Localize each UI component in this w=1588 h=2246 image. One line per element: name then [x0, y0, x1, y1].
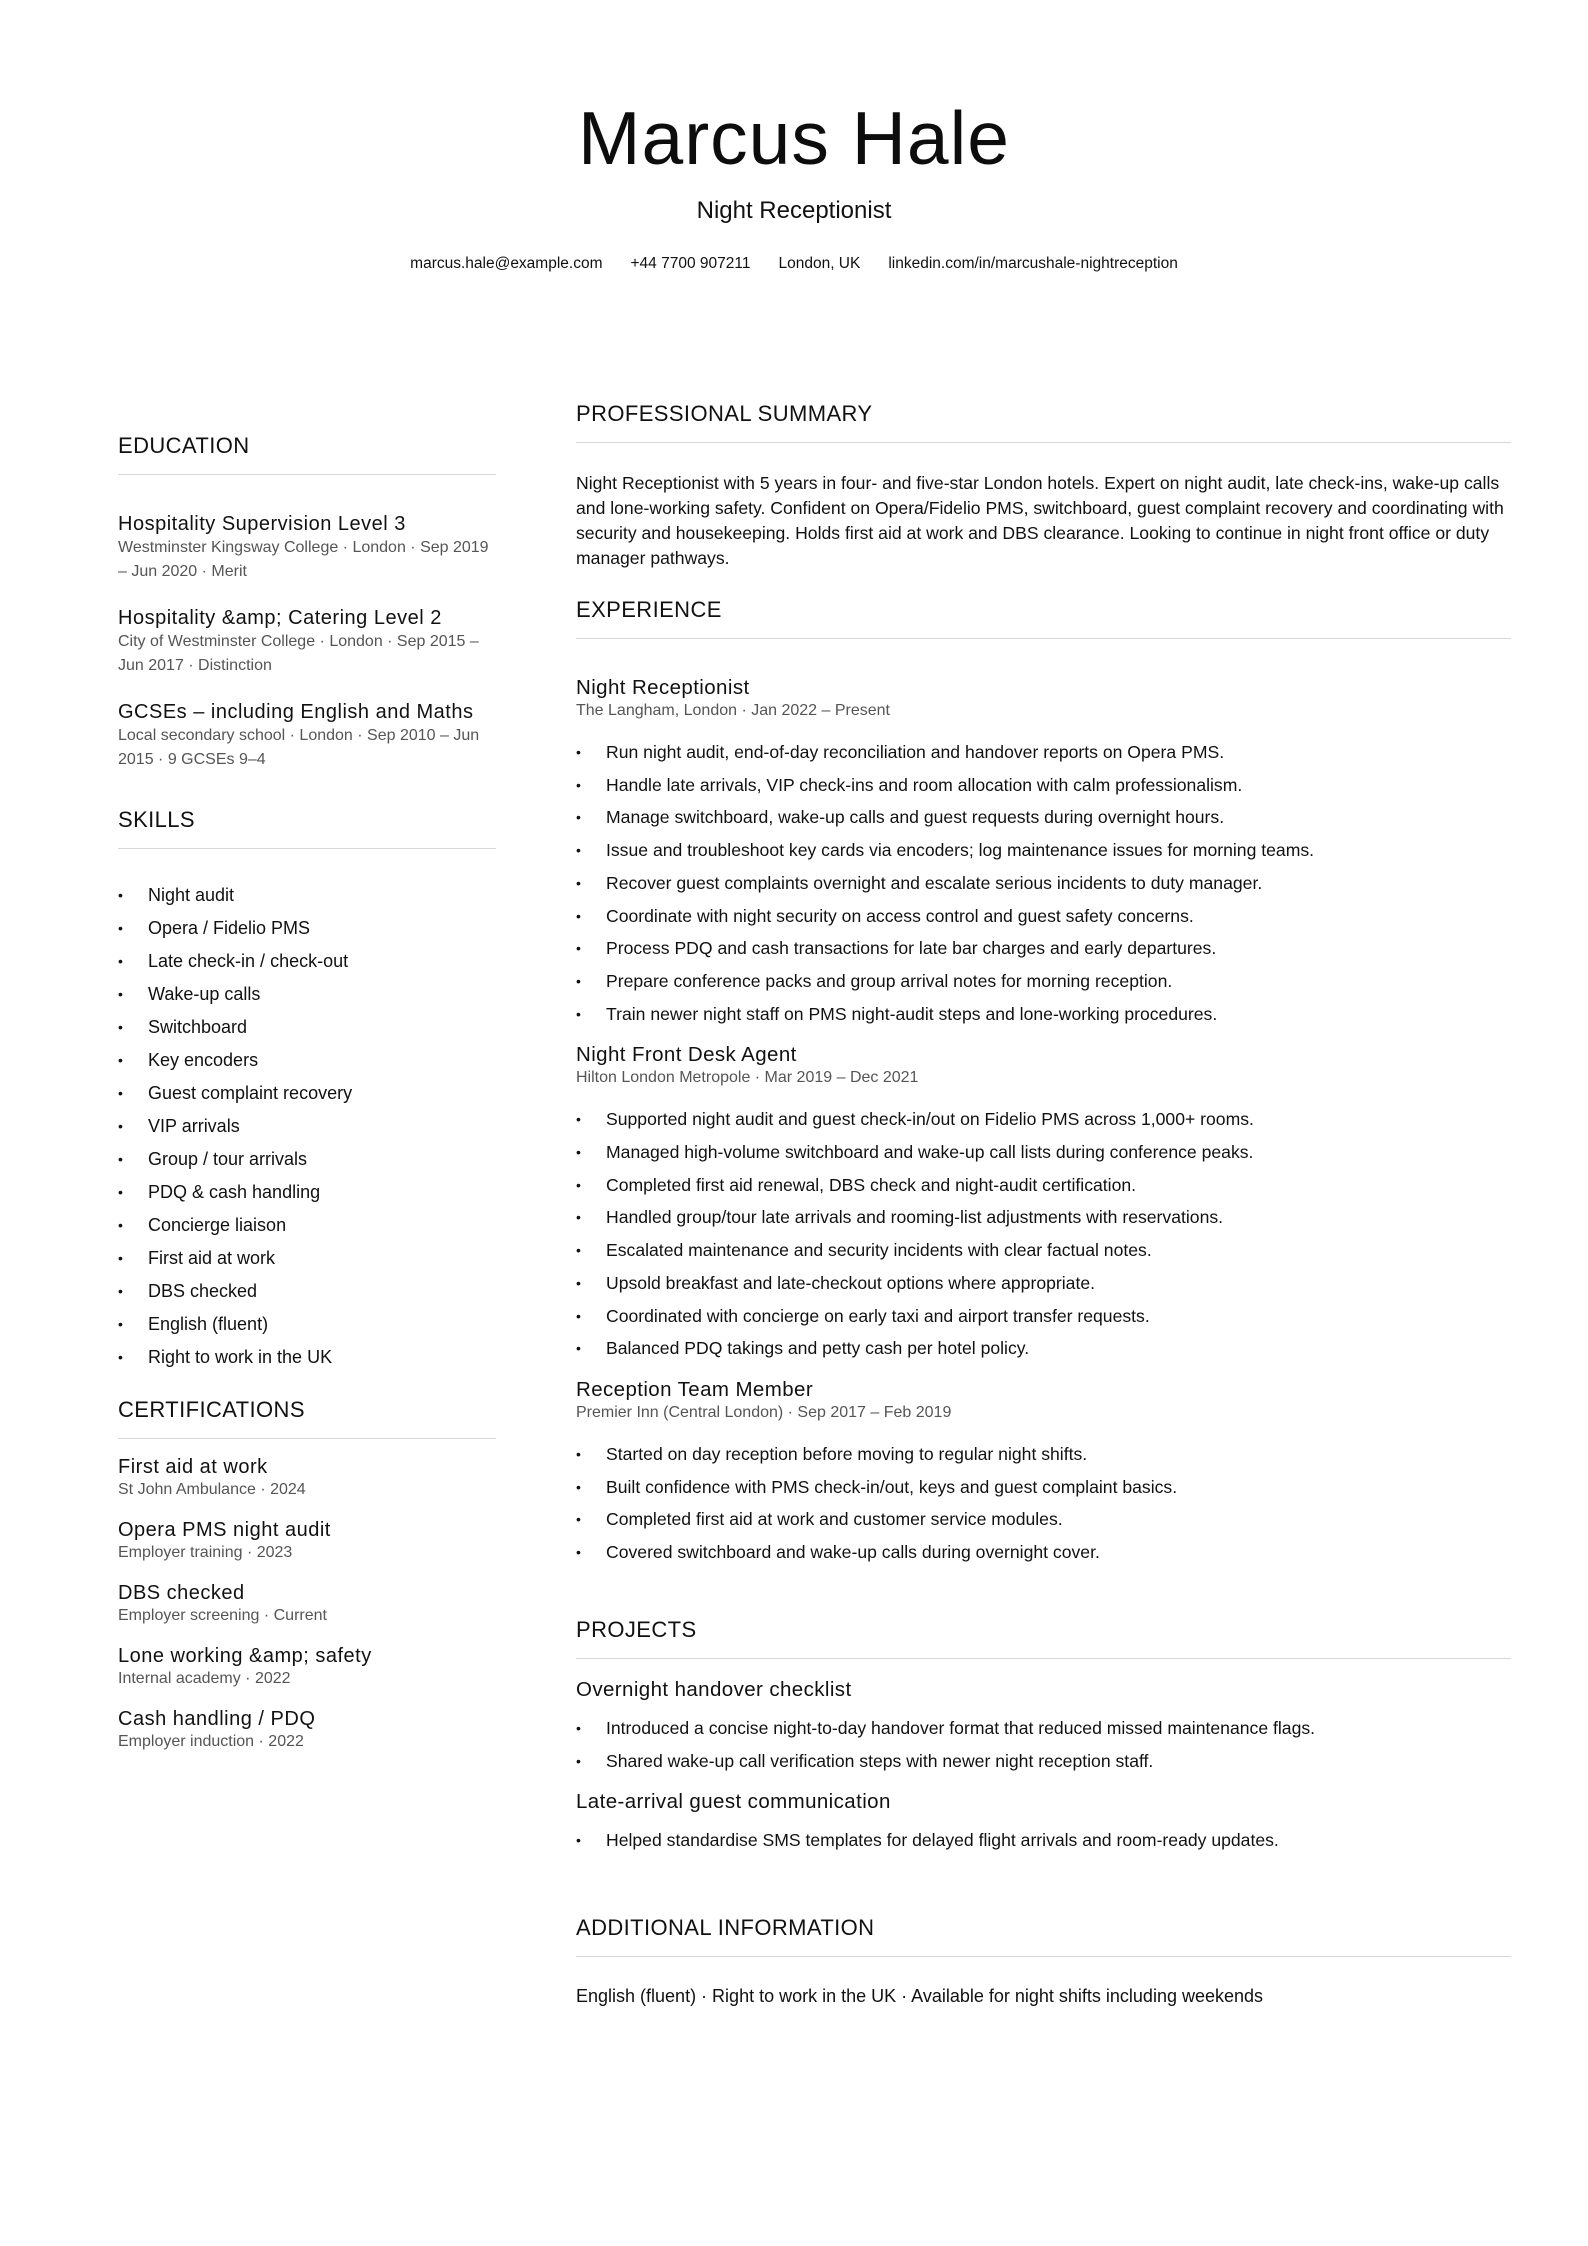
job-bullet: • Started on day reception before moving to regular night shifts.: [576, 1438, 1511, 1471]
additional-text: English (fluent) · Right to work in the UK · Available for night shifts including weekends: [576, 1986, 1264, 2006]
certification-details: Internal academy · 2022: [118, 1670, 291, 1687]
skill-item: • English (fluent): [118, 1308, 496, 1341]
job-bullet: • Issue and troubleshoot key cards via encoders; log maintenance issues for morning teams.: [576, 834, 1511, 867]
certification-item: [118, 1518, 496, 1564]
job-bullet: • Coordinate with night security on access control and guest safety concerns.: [576, 900, 1511, 933]
skill-item: • Opera / Fidelio PMS: [118, 912, 496, 945]
education-item-details: City of Westminster College · London · Sep 2015 – Jun 2017 · Distinction: [118, 633, 479, 674]
certifications-heading: CERTIFICATIONS: [118, 1396, 496, 1439]
education-item: [118, 700, 496, 772]
experience-section: [576, 596, 1511, 1569]
certification-item: [118, 1707, 496, 1753]
job-bullet: • Handle late arrivals, VIP check-ins and room allocation with calm professionalism.: [576, 769, 1511, 802]
project-title: Overnight handover checklist: [576, 1678, 852, 1701]
job-bullet: • Completed first aid at work and customer service modules.: [576, 1503, 1511, 1536]
education-heading: EDUCATION: [118, 432, 496, 475]
certification-title: First aid at work: [118, 1456, 268, 1478]
skill-item: • PDQ & cash handling: [118, 1176, 496, 1209]
project-entry: [576, 1789, 1511, 1857]
certifications-section: [118, 1396, 496, 1753]
certification-title: Cash handling / PDQ: [118, 1708, 316, 1730]
education-item: [118, 606, 496, 678]
job-bullet: • Escalated maintenance and security incidents with clear factual notes.: [576, 1234, 1511, 1267]
project-bullet: • Introduced a concise night-to-day handover format that reduced missed maintenance flags.: [576, 1712, 1511, 1745]
certification-details: Employer induction · 2022: [118, 1733, 304, 1750]
job-bullet: • Recover guest complaints overnight and escalate serious incidents to duty manager.: [576, 867, 1511, 900]
summary-section: [576, 400, 1511, 571]
candidate-name: Marcus Hale: [578, 96, 1010, 180]
job-details: Hilton London Metropole · Mar 2019 – Dec 2021: [576, 1069, 919, 1087]
job-title: Reception Team Member: [576, 1377, 814, 1401]
skill-item: • Wake-up calls: [118, 978, 496, 1011]
project-title: Late-arrival guest communication: [576, 1790, 891, 1814]
skill-item: • Key encoders: [118, 1044, 496, 1077]
certification-details: Employer training · 2023: [118, 1544, 293, 1561]
job-bullet: • Handled group/tour late arrivals and rooming-list adjustments with reservations.: [576, 1201, 1511, 1234]
experience-heading: EXPERIENCE: [576, 596, 1511, 639]
education-item-details: Local secondary school · London · Sep 2010 – Jun 2015 · 9 GCSEs 9–4: [118, 727, 480, 768]
skill-item: • First aid at work: [118, 1242, 496, 1275]
job-bullets: [576, 1438, 1511, 1569]
additional-heading: ADDITIONAL INFORMATION: [576, 1914, 1511, 1957]
skill-item: • Group / tour arrivals: [118, 1143, 496, 1176]
education-item-title: GCSEs – including English and Maths: [118, 701, 474, 723]
projects-section: [576, 1616, 1511, 1857]
certification-details: St John Ambulance · 2024: [118, 1481, 306, 1498]
skill-item: • DBS checked: [118, 1275, 496, 1308]
job-bullet: • Prepare conference packs and group arrival notes for morning reception.: [576, 965, 1511, 998]
certification-item: [118, 1581, 496, 1627]
skill-item: • Night audit: [118, 879, 496, 912]
job-bullets: [576, 1103, 1511, 1365]
job-bullet: • Supported night audit and guest check-in/out on Fidelio PMS across 1,000+ rooms.: [576, 1103, 1511, 1136]
summary-heading: PROFESSIONAL SUMMARY: [576, 400, 1511, 443]
skills-heading: SKILLS: [118, 806, 496, 849]
project-bullets: [576, 1824, 1511, 1857]
project-entry: [576, 1677, 1511, 1777]
contact-location: London, UK: [778, 255, 861, 272]
contact-bar: [0, 254, 1588, 274]
skill-item: • Guest complaint recovery: [118, 1077, 496, 1110]
job-bullet: • Process PDQ and cash transactions for late bar charges and early departures.: [576, 932, 1511, 965]
skill-item: • Right to work in the UK: [118, 1341, 496, 1374]
job-details: The Langham, London · Jan 2022 – Present: [576, 702, 890, 719]
candidate-title: Night Receptionist: [696, 197, 892, 224]
skill-item: • VIP arrivals: [118, 1110, 496, 1143]
education-item-title: Hospitality &amp; Catering Level 2: [118, 607, 442, 629]
projects-heading: PROJECTS: [576, 1616, 1511, 1659]
job-entry: [576, 1377, 1511, 1569]
skill-item: • Late check-in / check-out: [118, 945, 496, 978]
skill-item: • Switchboard: [118, 1011, 496, 1044]
skill-item: • Concierge liaison: [118, 1209, 496, 1242]
certification-item: [118, 1455, 496, 1501]
certification-title: DBS checked: [118, 1582, 245, 1604]
job-bullet: • Run night audit, end-of-day reconciliation and handover reports on Opera PMS.: [576, 736, 1511, 769]
certification-title: Lone working &amp; safety: [118, 1645, 372, 1667]
job-title: Night Receptionist: [576, 676, 750, 699]
job-bullets: [576, 736, 1511, 1030]
job-title: Night Front Desk Agent: [576, 1043, 797, 1067]
skills-list: [118, 879, 496, 1374]
job-bullet: • Covered switchboard and wake-up calls during overnight cover.: [576, 1536, 1511, 1569]
job-bullet: • Train newer night staff on PMS night-audit steps and lone-working procedures.: [576, 998, 1511, 1031]
project-bullet: • Helped standardise SMS templates for delayed flight arrivals and room-ready updates.: [576, 1824, 1511, 1857]
job-bullet: • Completed first aid renewal, DBS check and night-audit certification.: [576, 1169, 1511, 1202]
skills-section: [118, 806, 496, 1374]
education-section: [118, 432, 496, 772]
education-item-details: Westminster Kingsway College · London · Sep 2019 – Jun 2020 · Merit: [118, 539, 489, 580]
certification-details: Employer screening · Current: [118, 1607, 327, 1624]
job-entry: [576, 1042, 1511, 1365]
job-details: Premier Inn (Central London) · Sep 2017 – Feb 2019: [576, 1403, 952, 1421]
education-item: [118, 512, 496, 584]
education-item-title: Hospitality Supervision Level 3: [118, 513, 406, 535]
job-bullet: • Upsold breakfast and late-checkout options where appropriate.: [576, 1267, 1511, 1300]
certification-title: Opera PMS night audit: [118, 1519, 331, 1541]
job-bullet: • Manage switchboard, wake-up calls and guest requests during overnight hours.: [576, 801, 1511, 834]
certification-item: [118, 1644, 496, 1690]
contact-phone[interactable]: +44 7700 907211: [630, 255, 751, 272]
job-bullet: • Built confidence with PMS check-in/out, keys and guest complaint basics.: [576, 1471, 1511, 1504]
summary-text: Night Receptionist with 5 years in four- and five-star London hotels. Expert on night audit, late check-ins, wake-up calls and lone-working safety. Confident on Opera/Fidelio PMS, switchboard, guest complaint recovery and coordinating with security and housekeeping. Holds first aid at work and DBS clearance. Looking to continue in night front office or duty manager pathways.: [576, 473, 1504, 568]
job-entry: [576, 675, 1511, 1030]
contact-email[interactable]: marcus.hale@example.com: [410, 255, 603, 272]
project-bullet: • Shared wake-up call verification steps with newer night reception staff.: [576, 1745, 1511, 1778]
additional-section: [576, 1914, 1511, 2009]
contact-linkedin[interactable]: linkedin.com/in/marcushale-nightreception: [888, 255, 1178, 272]
job-bullet: • Coordinated with concierge on early taxi and airport transfer requests.: [576, 1300, 1511, 1333]
job-bullet: • Managed high-volume switchboard and wake-up call lists during conference peaks.: [576, 1136, 1511, 1169]
project-bullets: [576, 1712, 1511, 1777]
job-bullet: • Balanced PDQ takings and petty cash per hotel policy.: [576, 1332, 1511, 1365]
